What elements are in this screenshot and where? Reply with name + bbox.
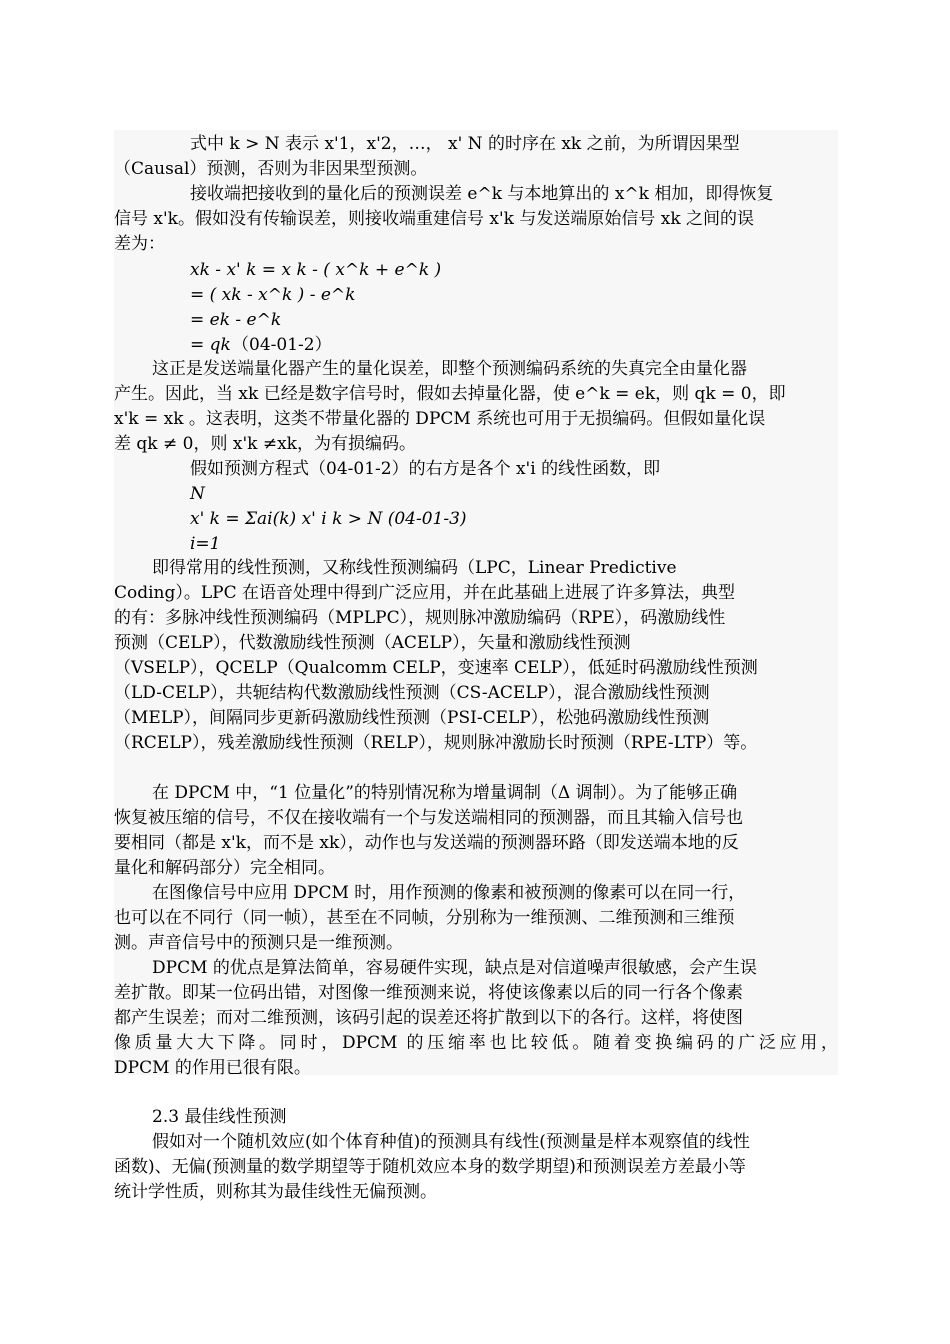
text-line: （MELP），间隔同步更新码激励线性预测（PSI-CELP），松弛码激励线性预测 <box>114 708 710 728</box>
equation-line: i=1 <box>190 534 221 554</box>
text-line: 的有：多脉冲线性预测编码（MPLPC），规则脉冲激励编码（RPE），码激励线性 <box>114 608 726 628</box>
text-line: 差为： <box>114 234 165 254</box>
text-line: 式中 k > N 表示 x'1，x'2，…， x' N 的时序在 xk 之前，为所谓因果型 <box>190 134 740 154</box>
text-line: Coding）。LPC 在语音处理中得到广泛应用，并在此基础上进展了许多算法，典型 <box>114 583 736 603</box>
section-heading: 2.3 最佳线性预测 <box>152 1107 287 1127</box>
text-line: 预测（CELP），代数激励线性预测（ACELP），矢量和激励线性预测 <box>114 633 631 653</box>
text-line: （Causal）预测，否则为非因果型预测。 <box>114 159 428 179</box>
text-line: 假如预测方程式（04-01-2）的右方是各个 x'i 的线性函数，即 <box>190 459 661 479</box>
text-line: 函数)、无偏(预测量的数学期望等于随机效应本身的数学期望)和预测误差方差最小等 <box>114 1157 746 1177</box>
equation-line: N <box>190 484 205 504</box>
text-line: 信号 x'k。假如没有传输误差，则接收端重建信号 x'k 与发送端原始信号 xk 之间的误 <box>114 209 755 229</box>
equation-line: xk - x' k = x k - ( x^k + e^k ) <box>190 260 442 280</box>
equation-line: = ek - e^k <box>190 310 282 330</box>
text-line: x'k = xk 。这表明，这类不带量化器的 DPCM 系统也可用于无损编码。但假如量化误 <box>114 409 766 429</box>
text-line: DPCM 的优点是算法简单，容易硬件实现，缺点是对信道噪声很敏感，会产生误 <box>152 958 757 978</box>
text-line: （VSELP），QCELP（Qualcomm CELP，变速率 CELP），低延时码激励线性预测 <box>114 658 758 678</box>
text-line: 要相同（都是 x'k，而不是 xk），动作也与发送端的预测器环路（即发送端本地的反 <box>114 833 739 853</box>
text-line: 测。声音信号中的预测只是一维预测。 <box>114 933 403 953</box>
text-line: （RCELP），残差激励线性预测（RELP），规则脉冲激励长时预测（RPE-LTP）等。 <box>114 733 758 753</box>
text-line: 也可以在不同行（同一帧），甚至在不同帧，分别称为一维预测、二维预测和三维预 <box>114 908 735 928</box>
equation-number: （04-01-2） <box>232 335 332 355</box>
equation-line: x' k = Σai(k) x' i k > N (04-01-3) <box>190 509 467 529</box>
text-line: 像质量大大下降。同时，DPCM 的压缩率也比较低。随着变换编码的广泛应用， <box>114 1033 838 1053</box>
text-line: DPCM 的作用已很有限。 <box>114 1058 311 1078</box>
text-line: 产生。因此，当 xk 已经是数字信号时，假如去掉量化器，使 e^k = ek，则 qk = 0，即 <box>114 384 786 404</box>
text-line: 这正是发送端量化器产生的量化误差，即整个预测编码系统的失真完全由量化器 <box>152 359 747 379</box>
text-line: 量化和解码部分）完全相同。 <box>114 858 335 878</box>
equation-line: = ( xk - x^k ) - e^k <box>190 285 356 305</box>
text-line: 恢复被压缩的信号，不仅在接收端有一个与发送端相同的预测器，而且其输入信号也 <box>114 808 743 828</box>
text-line: 接收端把接收到的量化后的预测误差 e^k 与本地算出的 x^k 相加，即得恢复 <box>190 184 774 204</box>
text-line: （LD-CELP），共轭结构代数激励线性预测（CS-ACELP），混合激励线性预测 <box>114 683 710 703</box>
text-line: 在图像信号中应用 DPCM 时，用作预测的像素和被预测的像素可以在同一行， <box>152 883 746 903</box>
text-line: 差扩散。即某一位码出错，对图像一维预测来说，将使该像素以后的同一行各个像素 <box>114 983 743 1003</box>
text-line: 统计学性质，则称其为最佳线性无偏预测。 <box>114 1182 437 1202</box>
text-line: 假如对一个随机效应(如个体育种值)的预测具有线性(预测量是样本观察值的线性 <box>152 1132 750 1152</box>
text-line: 都产生误差；而对二维预测，该码引起的误差还将扩散到以下的各行。这样，将使图 <box>114 1008 743 1028</box>
equation-line: = qk <box>190 335 231 355</box>
text-line: 即得常用的线性预测，又称线性预测编码（LPC，Linear Predictive <box>152 558 677 578</box>
text-line: 在 DPCM 中，“1 位量化”的特别情况称为增量调制（Δ 调制）。为了能够正确 <box>152 783 738 803</box>
text-line: 差 qk ≠ 0，则 x'k ≠xk，为有损编码。 <box>114 434 416 454</box>
